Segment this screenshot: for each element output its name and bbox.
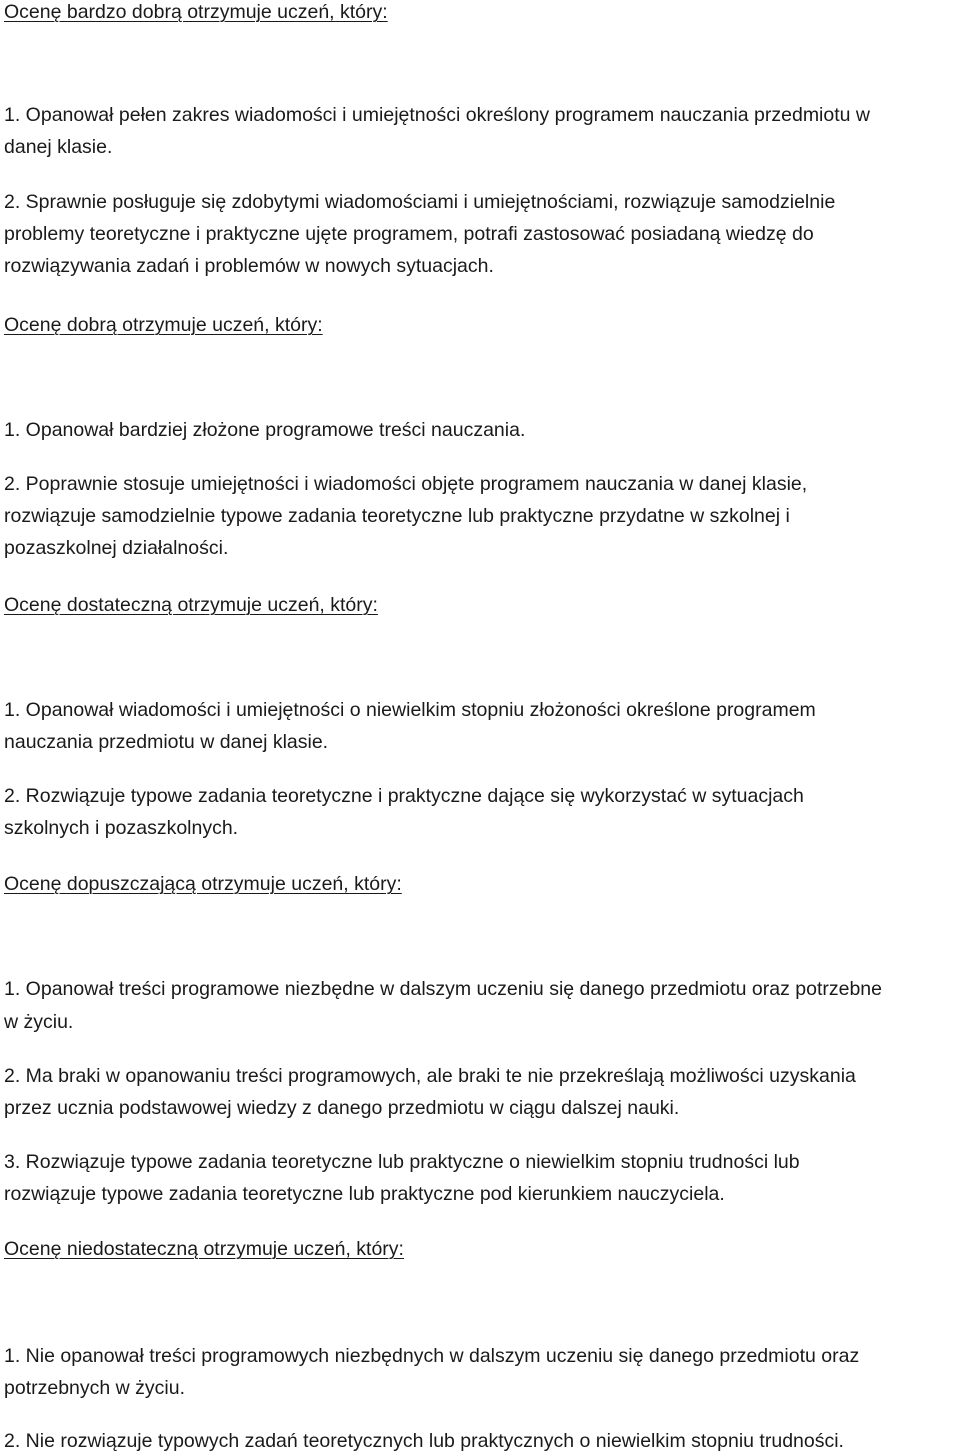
criterion-line: problemy teoretyczne i praktyczne ujęte programem, potrafi zastosować posiadaną wiedzę do bbox=[4, 223, 814, 245]
criterion-line: rozwiązuje samodzielnie typowe zadania teoretyczne lub praktyczne przydatne w szkolnej i bbox=[4, 505, 790, 527]
criterion-line: przez ucznia podstawowej wiedzy z danego przedmiotu w ciągu dalszej nauki. bbox=[4, 1097, 680, 1119]
criterion-line: 1. Opanował pełen zakres wiadomości i umiejętności określony programem nauczania przedmiotu w bbox=[4, 104, 870, 126]
criterion-line: pozaszkolnej działalności. bbox=[4, 537, 229, 559]
section-heading: Ocenę dostateczną otrzymuje uczeń, który: bbox=[4, 594, 378, 616]
section-heading: Ocenę dobrą otrzymuje uczeń, który: bbox=[4, 314, 323, 336]
criterion-line: 2. Rozwiązuje typowe zadania teoretyczne i praktyczne dające się wykorzystać w sytuacjach bbox=[4, 785, 804, 807]
section-heading: Ocenę bardzo dobrą otrzymuje uczeń, który: bbox=[4, 1, 388, 23]
criterion-line: 2. Poprawnie stosuje umiejętności i wiadomości objęte programem nauczania w danej klasie, bbox=[4, 473, 808, 495]
criterion-line: potrzebnych w życiu. bbox=[4, 1377, 185, 1399]
criterion-line: 1. Opanował bardziej złożone programowe treści nauczania. bbox=[4, 419, 526, 441]
criterion-line: rozwiązuje typowe zadania teoretyczne lub praktyczne pod kierunkiem nauczyciela. bbox=[4, 1183, 725, 1205]
criterion-line: 2. Nie rozwiązuje typowych zadań teoretycznych lub praktycznych o niewielkim stopniu trudności. bbox=[4, 1430, 844, 1452]
section-heading: Ocenę niedostateczną otrzymuje uczeń, który: bbox=[4, 1238, 404, 1260]
criterion-line: danej klasie. bbox=[4, 136, 113, 158]
criterion-line: nauczania przedmiotu w danej klasie. bbox=[4, 731, 329, 753]
criterion-line: w życiu. bbox=[4, 1011, 74, 1033]
criterion-line: 1. Opanował wiadomości i umiejętności o niewielkim stopniu złożoności określone programem bbox=[4, 699, 816, 721]
criterion-line: 3. Rozwiązuje typowe zadania teoretyczne lub praktyczne o niewielkim stopniu trudności lub bbox=[4, 1151, 800, 1173]
section-heading: Ocenę dopuszczającą otrzymuje uczeń, który: bbox=[4, 873, 402, 895]
criterion-line: 1. Nie opanował treści programowych niezbędnych w dalszym uczeniu się danego przedmiotu oraz bbox=[4, 1345, 860, 1367]
criterion-line: rozwiązywania zadań i problemów w nowych sytuacjach. bbox=[4, 255, 494, 277]
criterion-line: szkolnych i pozaszkolnych. bbox=[4, 817, 239, 839]
criterion-line: 1. Opanował treści programowe niezbędne w dalszym uczeniu się danego przedmiotu oraz potrzebne bbox=[4, 978, 882, 1000]
criterion-line: 2. Sprawnie posługuje się zdobytymi wiadomościami i umiejętnościami, rozwiązuje samodzielnie bbox=[4, 191, 836, 213]
criterion-line: 2. Ma braki w opanowaniu treści programowych, ale braki te nie przekreślają możliwości uzyskania bbox=[4, 1065, 856, 1087]
